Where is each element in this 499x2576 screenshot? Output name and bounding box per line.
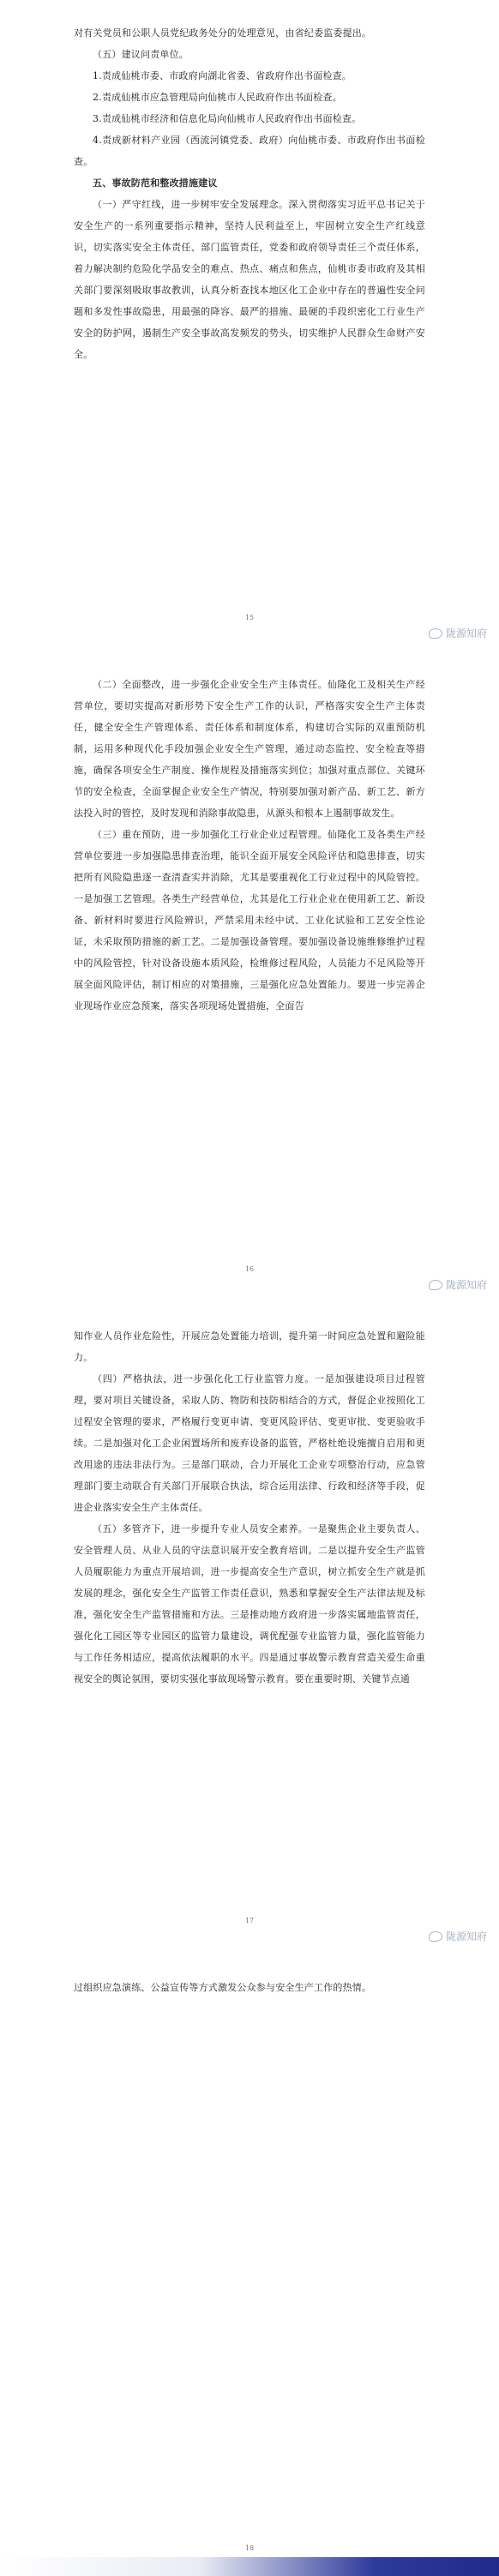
paragraph: 2.责成仙桃市应急管理局向仙桃市人民政府作出书面检查。 bbox=[93, 92, 342, 103]
chat-bubble-icon bbox=[429, 628, 442, 639]
chat-bubble-icon bbox=[429, 1280, 442, 1290]
watermark-text: 陇源知府 bbox=[445, 1930, 487, 1943]
page-number: 16 bbox=[244, 1265, 255, 1273]
footer-banner bbox=[0, 2557, 499, 2576]
watermark-text: 陇源知府 bbox=[445, 627, 487, 639]
page-number: 15 bbox=[244, 614, 255, 621]
paragraph: （四）严格执法，进一步强化化工行业监管力度。一是加强建设项目过程管理，要对项目关键设备，采取人防、物防和技防相结合的方式，督促企业按照化工过程安全管理的要求，严格履行变更申请、变更风险评估、变更审批、变更验收手续。二是加强对化工企业闲置场所和废弃设备的监管，严格杜绝设施擅自启用和更改用途的违法非法行为。三是部门联动，合力开展化工企业专项整治行动，应急管理部门要主动联合有关部门开展联合执法，综合运用法律、行政和经济等手段，促进企业落实安全生产主体责任。 bbox=[74, 1373, 425, 1513]
paragraph: 对有关党员和公职人员党纪政务处分的处理意见，由省纪委监委提出。 bbox=[74, 27, 372, 39]
page-content bbox=[74, 1977, 425, 1998]
paragraph: （二）全面整改，进一步强化企业安全生产主体责任。仙隆化工及相关生产经营单位，要切实提高对新形势下安全生产工作的认识，严格落实安全生产主体责任，健全安全生产管理体系、责任体系和制度体系，构建切合实际的双重预防机制，运用多种现代化手段加强企业安全生产管理，通过动态监控、安全检查等措施，确保各项安全生产制度、操作规程及措施落实到位；加强对重点部位、关键环节的安全检查，全面掌握企业安全生产情况，特别要加强对新产品、新工艺、新方法投入时的管控，及时发现和消除事故隐患，从源头和根本上遏制事故发生。 bbox=[74, 679, 425, 819]
watermark bbox=[429, 626, 487, 640]
document-page bbox=[0, 1303, 499, 1955]
chat-bubble-icon bbox=[429, 1931, 442, 1942]
paragraph: 1.责成仙桃市委、市政府向湖北省委、省政府作出书面检查。 bbox=[93, 70, 352, 81]
paragraph: （三）重在预防，进一步加强化工行业企业过程管理。仙隆化工及各类生产经营单位要进一步加强隐患排查治理，能识全面开展安全风险评估和隐患排查，切实把所有风险隐患逐一查清查实并消除，尤其是要重视化工行业过程中的风险管控。一是加强工艺管理。各类生产经营单位，尤其是化工行业企业在使用新工艺、新设备、新材料时要进行风险辨识，严禁采用未经中试、工业化试验和工艺安全性论证，未采取预防措施的新工艺。二是加强设备管理。要加强设备设施维修维护过程中的风险管控，针对设备设施本质风险，检维修过程风险，人员能力不足风险等开展全面风险评估，制订相应的对策措施，三是强化应急处置能力。要进一步完善企业现场作业应急预案，落实各项现场处置措施，全面告 bbox=[74, 829, 425, 1012]
paragraph: （五）多管齐下，进一步提升专业人员安全素养。一是聚焦企业主要负责人、安全管理人员、从业人员的守法意识展开安全教育培训。二是以提升安全生产监管人员履职能力为重点开展培训，进一步提高安全生产意识，树立抓安全生产就是抓发展的理念，强化安全生产监管工作责任意识，熟悉和掌握安全生产法律法规及标准，强化安全生产监管措施和方法。三是推动地方政府进一步落实属地监管责任，强化化工园区等专业园区的监管力量建设，调优配强专业监管力量，强化监管能力与工作任务相适应，提高依法履职的水平。四是通过事故警示教育营造关爱生命重视安全的舆论氛围，要切实强化事故现场警示教育。要在重要时期、关键节点通 bbox=[74, 1523, 425, 1684]
page-content bbox=[74, 674, 425, 1017]
page-content bbox=[74, 22, 425, 365]
paragraph: 过组织应急演练、公益宣传等方式激发公众参与安全生产工作的热情。 bbox=[74, 1982, 372, 1993]
document-page bbox=[0, 1955, 499, 2576]
paragraph: 3.责成仙桃市经济和信息化局向仙桃市人民政府作出书面检查。 bbox=[93, 113, 362, 124]
document-page bbox=[0, 652, 499, 1303]
watermark bbox=[429, 1929, 487, 1943]
paragraph: 知作业人员作业危险性，开展应急处置能力培训，提升第一时间应急处置和避险能力。 bbox=[74, 1330, 425, 1363]
page-number: 18 bbox=[244, 2544, 255, 2552]
watermark-text: 陇源知府 bbox=[445, 1279, 487, 1291]
page-content bbox=[74, 1325, 425, 1690]
paragraph: 4.责成新材料产业园（西流河镇党委、政府）向仙桃市委、市政府作出书面检查。 bbox=[74, 135, 425, 167]
paragraph: （一）严守红线，进一步树牢安全发展理念。深入贯彻落实习近平总书记关于安全生产的一系列重要指示精神，坚持人民利益至上，牢固树立安全生产红线意识，切实落实安全主体责任、部门监管责任，党委和政府领导责任三个责任体系，着力解决制约危险化学品安全的难点、热点、痛点和焦点，仙桃市委市政府及其相关部门要深刻吸取事故教训，认真分析查找本地区化工企业中存在的普遍性安全问题和多发性事故隐患，用最强的降容、最严的措施、最硬的手段织密化工行业生产安全的防护网，遏制生产安全事故高发频发的势头，切实维护人民群众生命财产安全。 bbox=[74, 199, 425, 360]
paragraph: （五）建议问责单位。 bbox=[93, 49, 189, 60]
watermark bbox=[429, 1277, 487, 1292]
document-page bbox=[0, 0, 499, 652]
page-number: 17 bbox=[244, 1917, 255, 1924]
section-heading: 五、事故防范和整改措施建议 bbox=[93, 177, 218, 189]
